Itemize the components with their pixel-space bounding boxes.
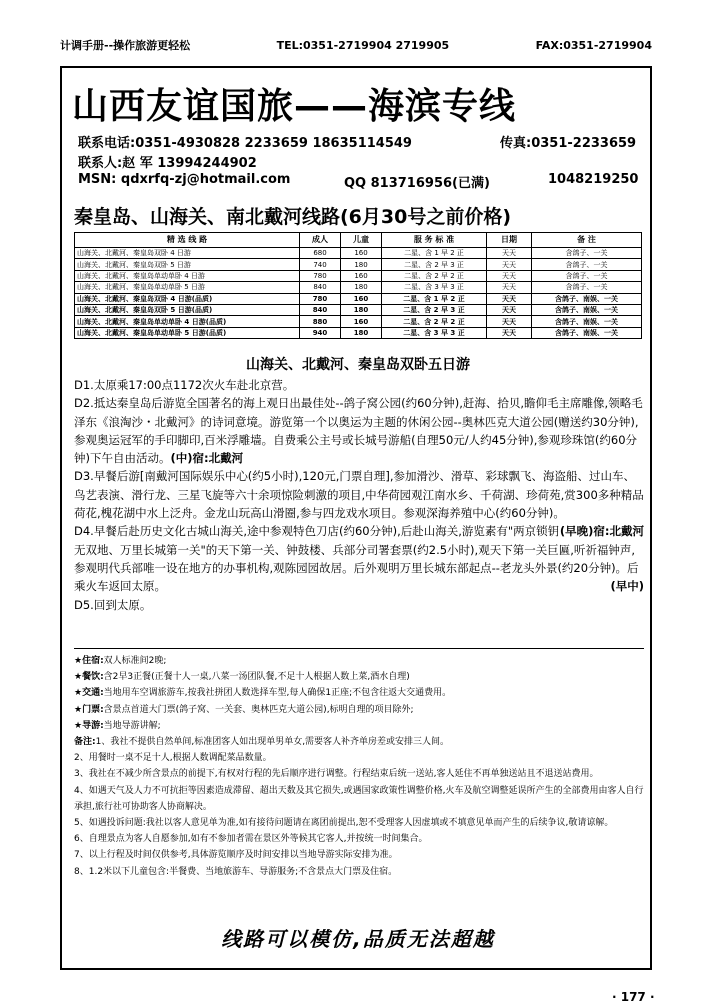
company-title: 山西友谊国旅——海滨专线 <box>72 86 517 127</box>
table-row <box>75 282 642 293</box>
cell-remark: 含鸽子、南娱、一关 <box>532 304 642 315</box>
note-5: 5、如遇投诉问题:我社以客人意见单为准,如有接待问题请在离团前提出,恕不受理客人因虚填或不填意见单而产生的后续争议,敬请谅解。 <box>74 818 614 829</box>
col-adult: 成人 <box>300 233 341 248</box>
note-6: 6、自理景点为客人自愿参加,如有不参加者需在景区外等候其它客人,并按统一时间集合。 <box>74 834 428 845</box>
cell-date: 天天 <box>487 304 532 315</box>
cell-child: 160 <box>341 293 382 304</box>
contact-phone: 联系电话:0351-4930828 2233659 18635114549 <box>78 136 412 151</box>
cell-remark: 含鸽子、一关 <box>532 270 642 281</box>
note-transport <box>74 685 644 701</box>
cell-remark: 含鸽子、南娱、一关 <box>532 316 642 327</box>
cell-route: 山海关、北戴河、秦皇岛单动单卧 4 日游 <box>75 270 300 281</box>
page-number: · 177 · <box>612 990 655 1004</box>
day-4 <box>74 522 644 595</box>
note-3: 3、我社在不减少所含景点的前提下,有权对行程的先后顺序进行调整。行程结束后统一送站,客人延住不再单独送站且不退送站费用。 <box>74 769 599 780</box>
col-child: 儿童 <box>341 233 382 248</box>
cell-adult: 740 <box>300 259 341 270</box>
price-table-header <box>75 233 642 248</box>
col-date: 日期 <box>487 233 532 248</box>
price-table <box>74 232 642 339</box>
header-fax: FAX:0351-2719904 <box>535 38 652 52</box>
contact-fax: 传真:0351-2233659 <box>500 136 637 151</box>
header-left: 计调手册--操作旅游更轻松 <box>60 39 191 52</box>
cell-route: 山海关、北戴河、秦皇岛双卧 4 日游(品质) <box>75 293 300 304</box>
cell-remark: 含鸽子、一关 <box>532 248 642 259</box>
itinerary-title: 山海关、北戴河、秦皇岛双卧五日游 <box>246 357 470 373</box>
note-remarks <box>74 734 644 750</box>
note-8: 8、1.2米以下儿童包含:半餐费、当地旅游车、导游服务;不含景点大门票及住宿。 <box>74 866 398 877</box>
contact-person: 联系人:赵 军 13994244902 <box>78 156 257 171</box>
day-3-tag: (早晚)宿:北戴河 <box>559 524 644 539</box>
cell-child: 180 <box>341 259 382 270</box>
note-text: 当地用车空调旅游车,按我社拼团人数选择车型,每人确保1正座;不包含往返大交通费用。 <box>103 688 452 699</box>
cell-adult: 840 <box>300 282 341 293</box>
note-7: 7、以上行程及时间仅供参考,具体游览顺序及时间安排以当地导游实际安排为准。 <box>74 850 398 861</box>
cell-child: 160 <box>341 248 382 259</box>
cell-remark: 含鸽子、一关 <box>532 282 642 293</box>
day-4-text: D4.早餐后赴历史文化古城山海关,途中参观特色刀店(约60分钟),后赴山海关,游览素有"两京锁钥无双地、万里长城第一关"的天下第一关、钟鼓楼、兵部分司署套票(约2.5小时),观天下第一关巨匾,听祈福钟声,参观明代兵部唯一设在地方的办事机构,观陈园园故居。后外观明万里长城东部起点--老龙头外景(约20分钟)。后乘火车返回太原。 <box>74 524 639 594</box>
day-2-text: D2.抵达秦皇岛后游览全国著名的海上观日出最佳处--鸽子窝公园(约60分钟),赶海、拾贝,瞻仰毛主席雕像,领略毛泽东《浪淘沙・北戴河》的诗词意境。游览第一个以奥运为主题的休闲公园--奥林匹克大道公园(赠送约30分钟),参观奥运冠军的手印脚印,百米浮雕墙。自费乘公主号或长城号游船(自理50元/人约45分钟),参观珍珠馆(约60分钟)下午自由活动。 <box>74 396 643 466</box>
note-text: 含2早3正餐(正餐十人一桌,八菜一汤团队餐,不足十人根据人数上菜,酒水自理) <box>103 672 410 683</box>
table-row <box>75 304 642 315</box>
table-row <box>75 327 642 338</box>
cell-remark: 含鸽子、南娱、一关 <box>532 293 642 304</box>
note-text: 含景点首道大门票(鸽子窝、一关套、奥林匹克大道公园),标明自理的项目除外; <box>103 704 414 715</box>
cell-date: 天天 <box>487 316 532 327</box>
cell-adult: 680 <box>300 248 341 259</box>
contact-qq2: 1048219250 <box>548 172 639 187</box>
cell-service: 二星、含 3 早 3 正 <box>382 327 487 338</box>
cell-child: 180 <box>341 304 382 315</box>
note-label: ★交通: <box>74 688 104 699</box>
cell-date: 天天 <box>487 259 532 270</box>
cell-route: 山海关、北戴河、秦皇岛单动单卧 5 日游 <box>75 282 300 293</box>
cell-route: 山海关、北戴河、秦皇岛双卧 5 日游 <box>75 259 300 270</box>
cell-date: 天天 <box>487 270 532 281</box>
cell-route: 山海关、北戴河、秦皇岛单动单卧 4 日游(品质) <box>75 316 300 327</box>
cell-remark: 含鸽子、一关 <box>532 259 642 270</box>
note-text: 双人标准间2晚; <box>103 656 167 666</box>
cell-adult: 840 <box>300 304 341 315</box>
note-text: 1、我社不提供自然单间,标准团客人如出现单男单女,需要客人补齐单房差或安排三人间。 <box>95 737 450 748</box>
cell-date: 天天 <box>487 327 532 338</box>
col-route: 精 选 线 路 <box>75 233 300 248</box>
note-label: ★餐饮: <box>74 672 104 683</box>
cell-adult: 780 <box>300 270 341 281</box>
note-4: 4、如遇天气及人力不可抗拒等因素造成滞留、超出天数及其它损失,或遇国家政策性调整价格,火车及航空调整延误所产生的全部费用由客人自行承担,旅行社可协助客人协商解决。 <box>74 785 644 812</box>
cell-adult: 880 <box>300 316 341 327</box>
table-row <box>75 259 642 270</box>
day-5: D5.回到太原。 <box>74 597 152 612</box>
day-3 <box>74 467 644 539</box>
cell-service: 二星、含 2 早 3 正 <box>382 259 487 270</box>
note-label: ★导游: <box>74 720 104 731</box>
table-row <box>75 316 642 327</box>
notes-section <box>74 648 644 880</box>
note-label: ★门票: <box>74 704 104 715</box>
cell-child: 160 <box>341 316 382 327</box>
note-guide <box>74 718 644 734</box>
cell-child: 180 <box>341 327 382 338</box>
header-tel: TEL:0351-2719904 2719905 <box>276 38 450 52</box>
contact-msn: MSN: qdxrfq-zj@hotmail.com <box>78 172 291 187</box>
route-title: 秦皇岛、山海关、南北戴河线路(6月30号之前价格) <box>74 206 512 228</box>
slogan: 线路可以模仿,品质无法超越 <box>221 927 495 951</box>
table-row <box>75 248 642 259</box>
cell-date: 天天 <box>487 282 532 293</box>
cell-date: 天天 <box>487 293 532 304</box>
cell-route: 山海关、北戴河、秦皇岛双卧 4 日游 <box>75 248 300 259</box>
cell-child: 160 <box>341 270 382 281</box>
cell-service: 二星、含 3 早 3 正 <box>382 282 487 293</box>
note-label: 备注: <box>74 737 96 748</box>
note-accommodation <box>74 653 644 669</box>
note-text: 当地导游讲解; <box>103 720 161 731</box>
col-service: 服 务 标 准 <box>382 233 487 248</box>
day-2 <box>74 394 644 467</box>
cell-service: 二星、含 2 早 2 正 <box>382 316 487 327</box>
cell-service: 二星、含 1 早 2 正 <box>382 248 487 259</box>
cell-remark: 含鸽子、南娱、一关 <box>532 327 642 338</box>
note-2: 2、用餐时一桌不足十人,根据人数调配菜品数量。 <box>74 753 272 764</box>
note-label: ★住宿: <box>74 656 104 666</box>
day-1: D1.太原乘17:00点1172次火车赴北京营。 <box>74 378 295 392</box>
cell-date: 天天 <box>487 248 532 259</box>
cell-adult: 780 <box>300 293 341 304</box>
table-row <box>75 293 642 304</box>
note-meals <box>74 669 644 685</box>
cell-route: 山海关、北戴河、秦皇岛双卧 5 日游(品质) <box>75 304 300 315</box>
cell-route: 山海关、北戴河、秦皇岛单动单卧 5 日游(品质) <box>75 327 300 338</box>
cell-adult: 940 <box>300 327 341 338</box>
ad-frame <box>60 66 652 970</box>
day-4-tag: (早中) <box>610 579 644 594</box>
col-remark: 备 注 <box>532 233 642 248</box>
cell-child: 180 <box>341 282 382 293</box>
cell-service: 二星、含 2 早 2 正 <box>382 270 487 281</box>
day-2-tag: (中)宿:北戴河 <box>170 451 244 466</box>
itinerary-days <box>74 376 644 614</box>
day-3-text: D3.早餐后游[南戴河国际娱乐中心(约5小时),120元,门票自理],参加滑沙、滑草、彩球飘飞、海盗船、过山车、鸟艺表演、滑行龙、三星飞旋等六十余项惊险刺激的项目,中华荷园观江南水乡、千荷湖、珍荷苑,赏300多种精品荷花,槐花湖中水上泛舟。金龙山玩高山滑圈,参与四龙戏水项目。参观深海养殖中心(约60分钟)。 <box>74 469 644 521</box>
cell-service: 二星、含 2 早 3 正 <box>382 304 487 315</box>
page-header <box>60 36 652 54</box>
cell-service: 二星、含 1 早 2 正 <box>382 293 487 304</box>
contact-qq: QQ 813716956(已满) <box>344 176 490 191</box>
note-tickets <box>74 702 644 718</box>
table-row <box>75 270 642 281</box>
